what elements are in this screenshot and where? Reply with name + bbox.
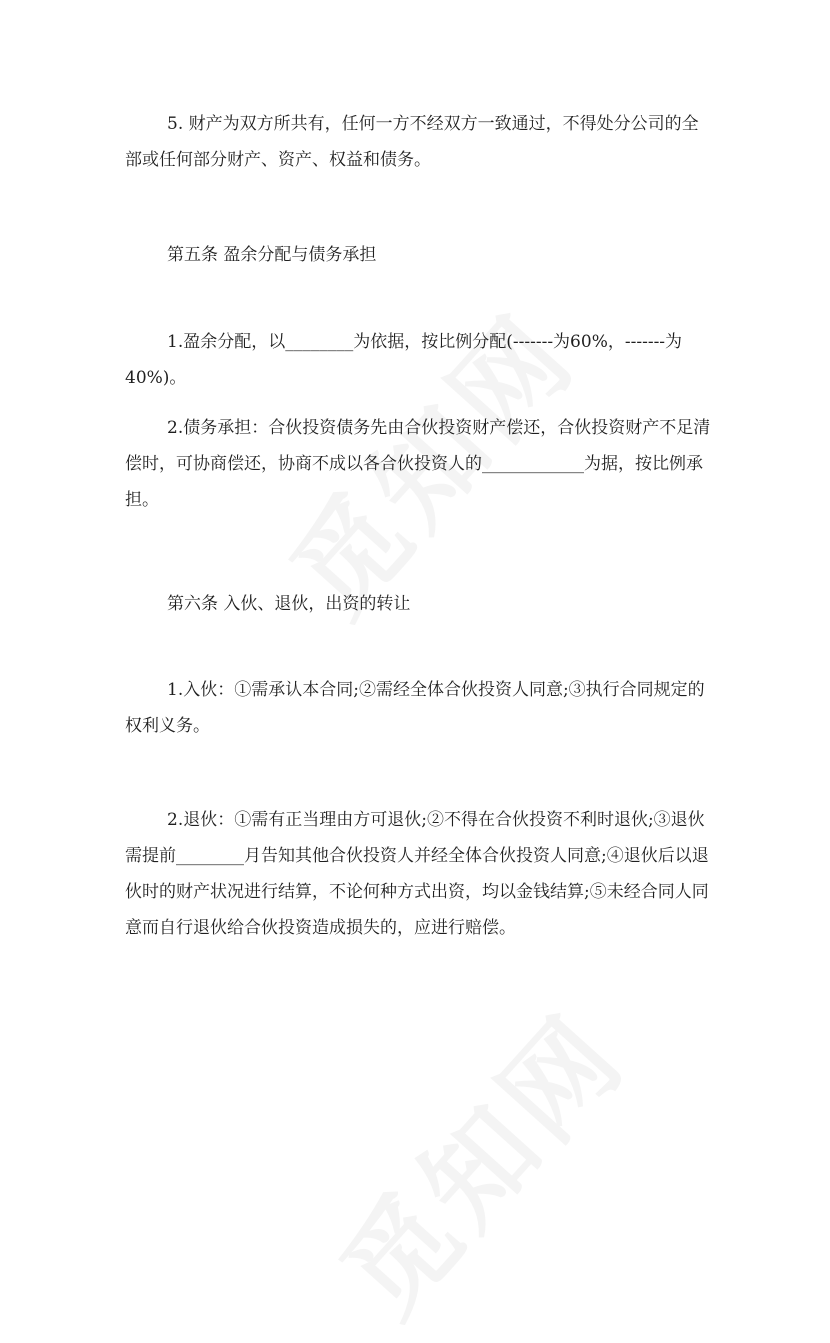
article-5-heading: 第五条 盈余分配与债务承担 [167, 245, 377, 265]
paragraph-property-ownership: 5. 财产为双方所共有，任何一方不经双方一致通过，不得处分公司的全部或任何部分财产、资产、权益和债务。 [125, 114, 699, 170]
paragraph-profit-distribution: 1.盈余分配，以________为依据，按比例分配(-------为60%，-------为40%)。 [125, 332, 683, 388]
paragraph-withdrawal: 2.退伙：①需有正当理由方可退伙;②不得在合伙投资不利时退伙;③退伙需提前________月告知其他合伙投资人并经全体合伙投资人同意;④退伙后以退伙时的财产状况进行结算，不论何种方式出资，均以金钱结算;⑤未经合同人同意而自行退伙给合伙投资造成损失的，应进行赔偿。 [125, 810, 709, 938]
paragraph-joining: 1.入伙：①需承认本合同;②需经全体合伙投资人同意;③执行合同规定的权利义务。 [125, 680, 705, 736]
article-6-heading: 第六条 入伙、退伙，出资的转让 [167, 594, 411, 614]
paragraph-debt-bearing: 2.债务承担：合伙投资债务先由合伙投资财产偿还，合伙投资财产不足清偿时，可协商偿还，协商不成以各合伙投资人的____________为据，按比例承担。 [125, 418, 711, 510]
watermark [300, 975, 654, 1343]
